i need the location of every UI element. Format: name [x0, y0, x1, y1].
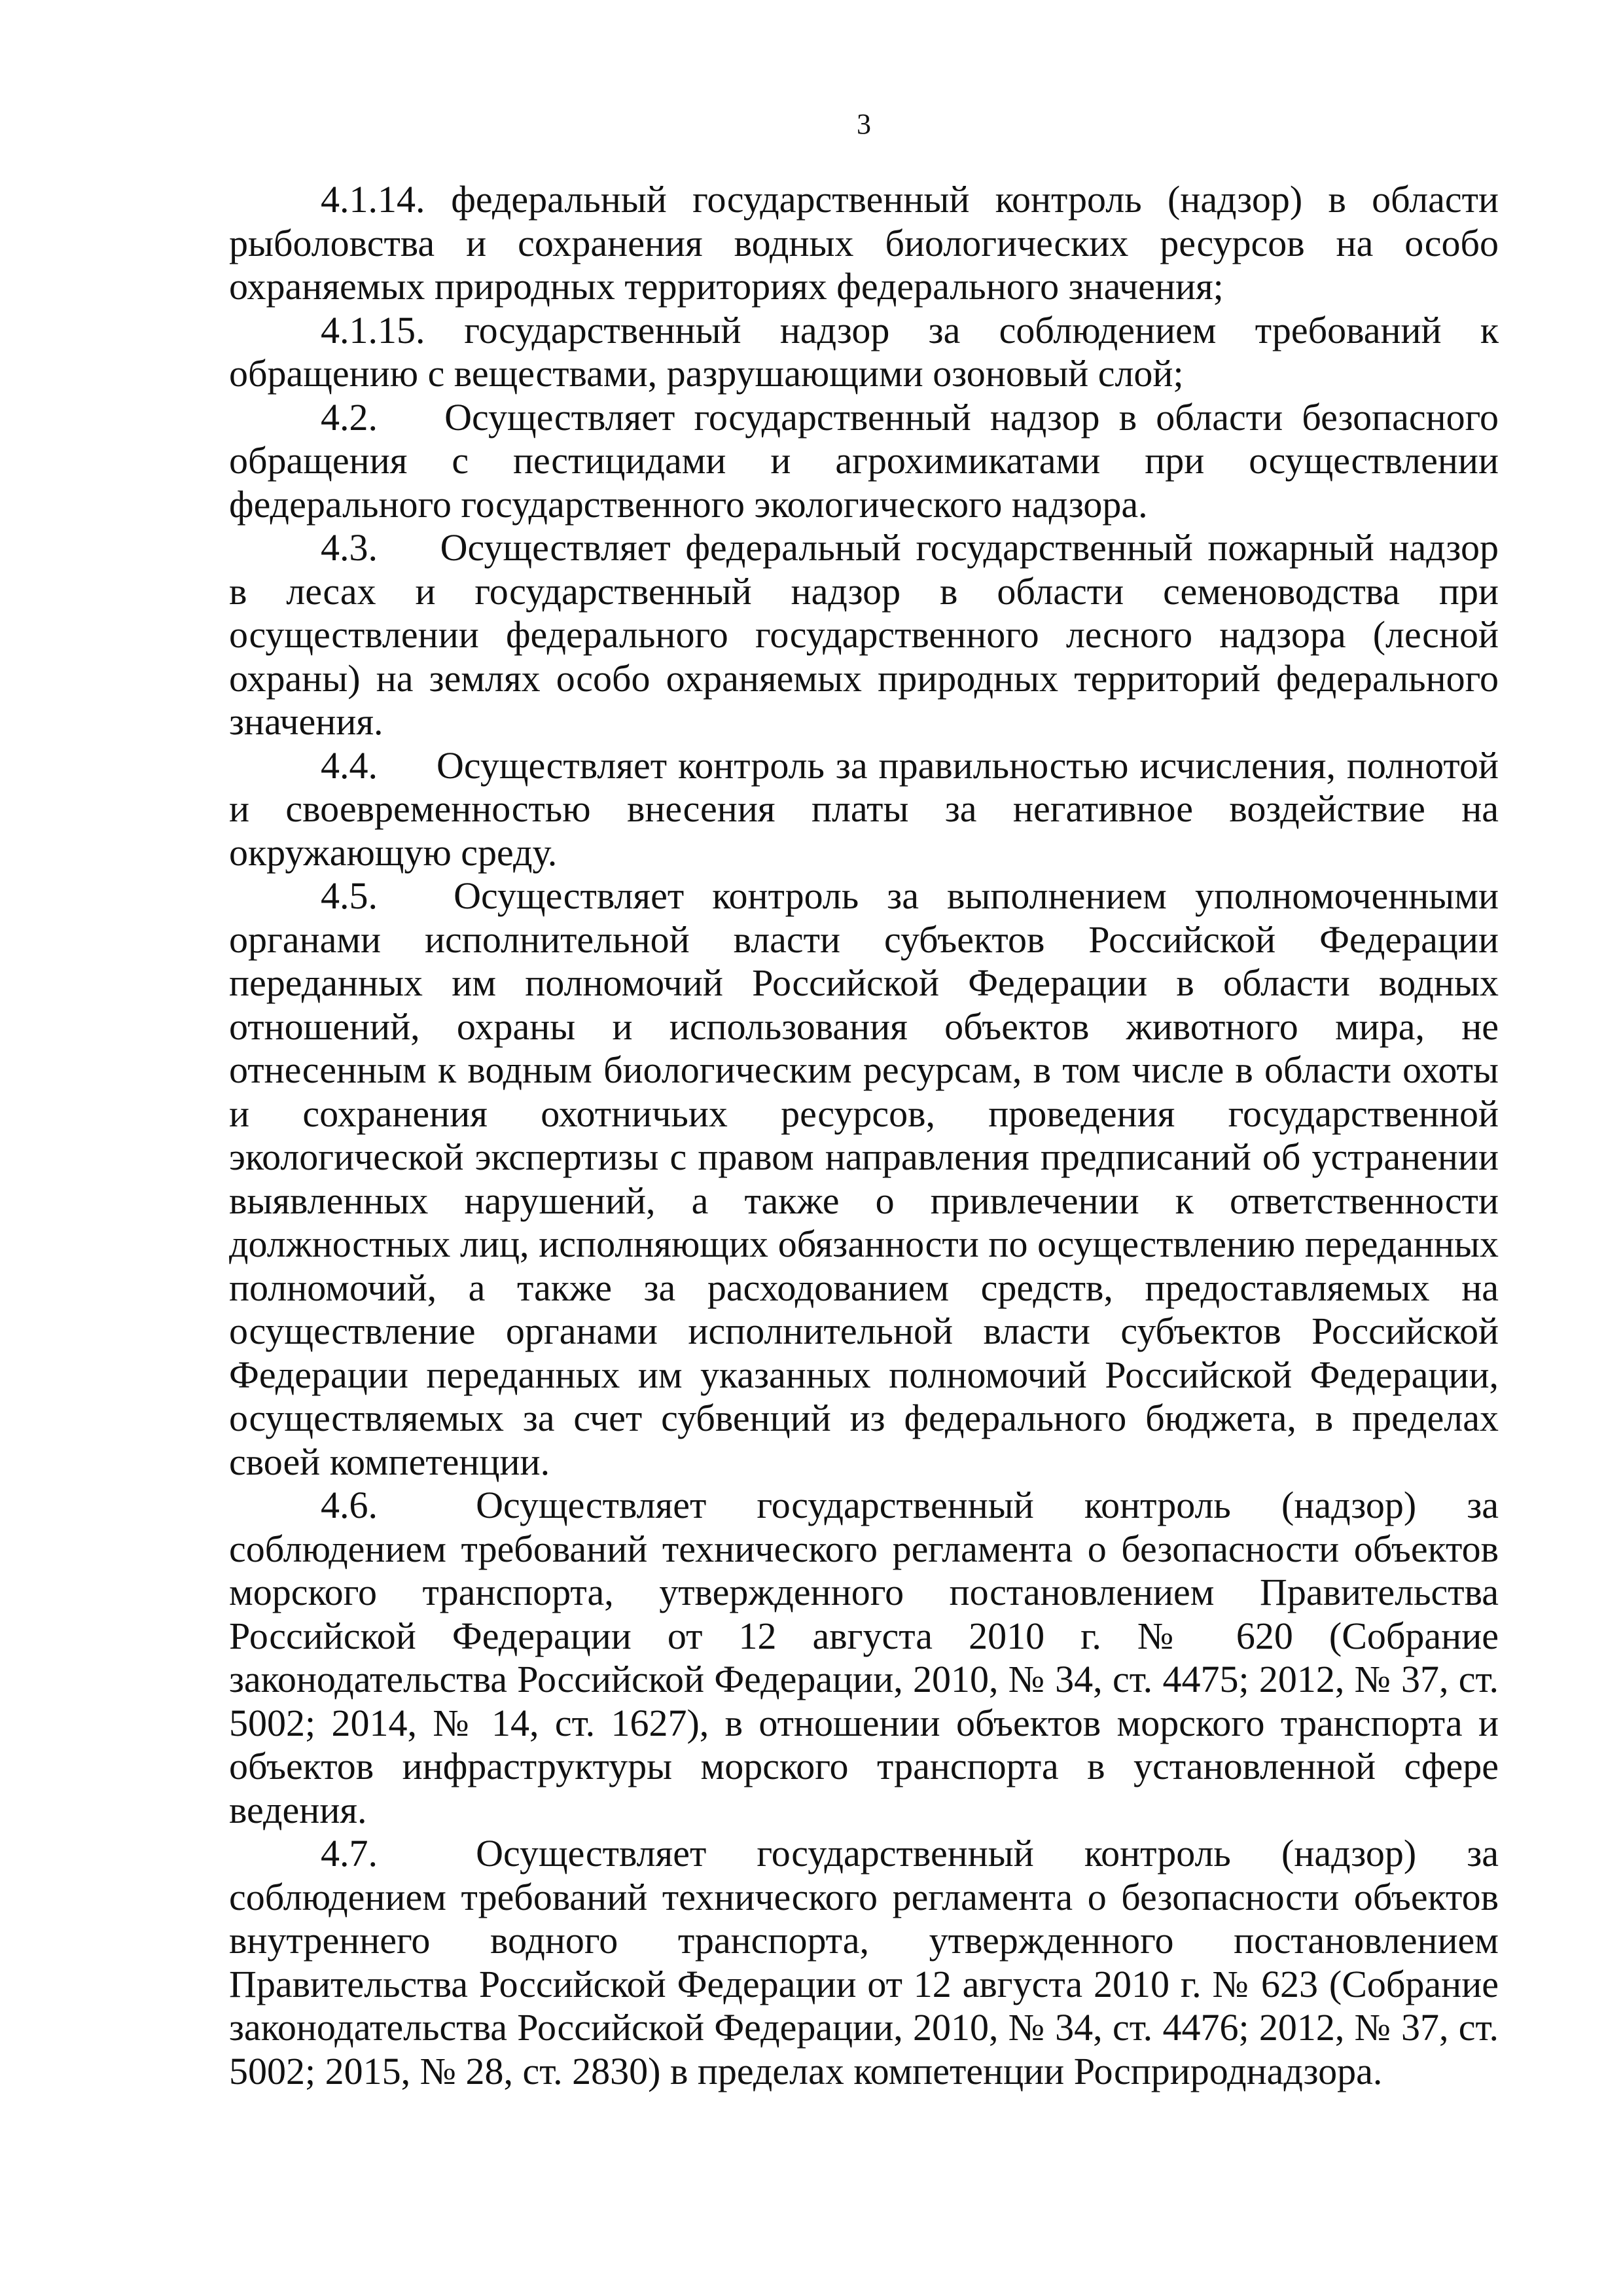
- paragraph-text: Осуществляет государственный контроль (надзор) за соблюдением требований технического регламента о безопасности объектов морского транспорта, утвержденного постановлением Правительства Российской Федерации от 12 августа 2010 г. № 620 (Собрание законодательства Российской Федерации, 2010, № 34, ст. 4475; 2012, № 37, ст. 5002; 2014, № 14, ст. 1627), в отношении объектов морского транспорта и объектов инфраструктуры морского транспорта в установленной сфере ведения.: [229, 1484, 1499, 1831]
- paragraph-4-1-15: [229, 309, 1499, 396]
- paragraph-text: государственный надзор за соблюдением требований к обращению с веществами, разрушающими озоновый слой;: [229, 308, 1499, 395]
- paragraph-text: Осуществляет контроль за выполнением уполномоченными органами исполнительной власти субъектов Российской Федерации переданных им полномочий Российской Федерации в области водных отношений, охраны и использования объектов животного мира, не отнесенным к водным биологическим ресурсам, в том числе в области охоты и сохранения охотничьих ресурсов, проведения государственной экологической экспертизы с правом направления предписаний об устранении выявленных нарушений, а также о привлечении к ответственности должностных лиц, исполняющих обязанности по осуществлению переданных полномочий, а также за расходованием средств, предоставляемых на осуществление органами исполнительной власти субъектов Российской Федерации переданных им указанных полномочий Российской Федерации, осуществляемых за счет субвенций из федерального бюджета, в пределах своей компетенции.: [229, 874, 1499, 1483]
- paragraph-number: 4.4.: [321, 744, 378, 787]
- paragraph-text: Осуществляет государственный контроль (надзор) за соблюдением требований технического регламента о безопасности объектов внутреннего водного транспорта, утвержденного постановлением Правительства Российской Федерации от 12 августа 2010 г. № 623 (Собрание законодательства Российской Федерации, 2010, № 34, ст. 4476; 2012, № 37, ст. 5002; 2015, № 28, ст. 2830) в пределах компетенции Росприроднадзора.: [229, 1832, 1499, 2092]
- paragraph-4-3: [229, 526, 1499, 744]
- paragraph-number: 4.2.: [321, 395, 378, 439]
- paragraph-4-4: [229, 744, 1499, 875]
- paragraph-number: 4.1.14.: [321, 178, 425, 221]
- paragraph-4-5: [229, 874, 1499, 1484]
- paragraph-number: 4.6.: [321, 1484, 378, 1526]
- paragraph-4-1-14: [229, 178, 1499, 309]
- paragraph-4-7: [229, 1832, 1499, 2093]
- paragraph-text: Осуществляет федеральный государственный пожарный надзор в лесах и государственный надзор в области семеноводства при осуществлении федерального государственного лесного надзора (лесной охраны) на землях особо охраняемых природных территорий федерального значения.: [229, 526, 1499, 743]
- paragraph-number: 4.5.: [321, 874, 378, 917]
- paragraph-4-6: [229, 1484, 1499, 1832]
- paragraph-number: 4.7.: [321, 1832, 378, 1874]
- document-body: [229, 178, 1499, 2093]
- paragraph-number: 4.3.: [321, 526, 378, 569]
- paragraph-number: 4.1.15.: [321, 308, 425, 351]
- paragraph-text: федеральный государственный контроль (надзор) в области рыболовства и сохранения водных биологических ресурсов на особо охраняемых природных территориях федерального значения;: [229, 178, 1499, 308]
- page-number: 3: [857, 108, 871, 140]
- paragraph-4-2: [229, 396, 1499, 527]
- paragraph-text: Осуществляет контроль за правильностью исчисления, полнотой и своевременностью внесения платы за негативное воздействие на окружающую среду.: [229, 744, 1499, 874]
- paragraph-text: Осуществляет государственный надзор в области безопасного обращения с пестицидами и агрохимикатами при осуществлении федерального государственного экологического надзора.: [229, 395, 1499, 526]
